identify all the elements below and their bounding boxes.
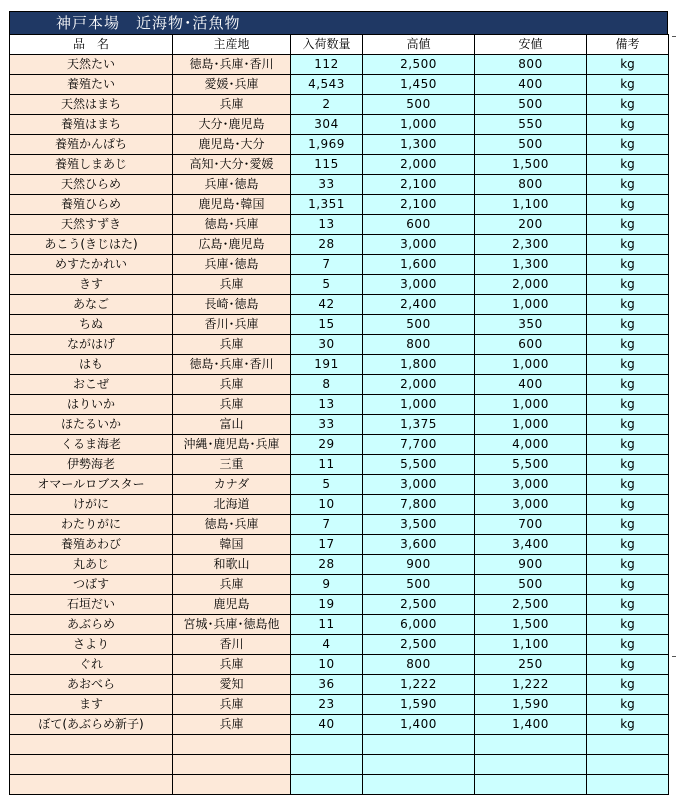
table-row [10, 535, 669, 555]
note-cell [587, 755, 669, 775]
table-row [10, 435, 669, 455]
low-price-cell: 700 [475, 515, 587, 535]
table-row [10, 635, 669, 655]
quantity-cell: 4 [291, 635, 363, 655]
table-row [10, 155, 669, 175]
low-price-cell: 1,500 [475, 615, 587, 635]
low-price-cell: 1,222 [475, 675, 587, 695]
item-name-cell: けがに [10, 495, 173, 515]
origin-cell: 兵庫 [173, 335, 291, 355]
table-row [10, 315, 669, 335]
sheet-title: 神戸本場 近海物･活魚物 [9, 11, 668, 34]
item-name-cell [10, 735, 173, 755]
high-price-cell: 2,500 [363, 595, 475, 615]
note-cell: kg [587, 695, 669, 715]
high-price-cell: 7,800 [363, 495, 475, 515]
note-cell: kg [587, 715, 669, 735]
note-cell: kg [587, 115, 669, 135]
low-price-cell: 3,000 [475, 495, 587, 515]
high-price-cell: 2,400 [363, 295, 475, 315]
low-price-cell: 1,000 [475, 415, 587, 435]
quantity-cell: 28 [291, 235, 363, 255]
table-row [10, 555, 669, 575]
origin-cell: 兵庫 [173, 715, 291, 735]
note-cell: kg [587, 535, 669, 555]
note-cell: kg [587, 575, 669, 595]
table-row [10, 275, 669, 295]
low-price-cell: 200 [475, 215, 587, 235]
quantity-cell: 4,543 [291, 75, 363, 95]
low-price-cell: 1,100 [475, 195, 587, 215]
note-cell: kg [587, 75, 669, 95]
low-price-cell: 1,590 [475, 695, 587, 715]
note-cell: kg [587, 175, 669, 195]
low-price-cell: 1,300 [475, 255, 587, 275]
table-row [10, 495, 669, 515]
high-price-cell [363, 755, 475, 775]
quantity-cell: 7 [291, 255, 363, 275]
header-origin: 主産地 [173, 35, 291, 55]
table-row [10, 135, 669, 155]
table-row [10, 215, 669, 235]
item-name-cell: オマールロブスター [10, 475, 173, 495]
note-cell: kg [587, 235, 669, 255]
low-price-cell: 550 [475, 115, 587, 135]
item-name-cell: ます [10, 695, 173, 715]
note-cell: kg [587, 655, 669, 675]
item-name-cell: 天然はまち [10, 95, 173, 115]
high-price-cell: 3,000 [363, 475, 475, 495]
header-high-price: 高値 [363, 35, 475, 55]
high-price-cell: 3,000 [363, 275, 475, 295]
item-name-cell: めすたかれい [10, 255, 173, 275]
origin-cell: 兵庫 [173, 575, 291, 595]
quantity-cell: 11 [291, 455, 363, 475]
note-cell: kg [587, 415, 669, 435]
low-price-cell: 5,500 [475, 455, 587, 475]
item-name-cell: 養殖たい [10, 75, 173, 95]
header-name: 品 名 [10, 35, 173, 55]
high-price-cell: 500 [363, 575, 475, 595]
quantity-cell: 23 [291, 695, 363, 715]
table-row [10, 575, 669, 595]
table-row [10, 335, 669, 355]
origin-cell: 徳島･兵庫 [173, 215, 291, 235]
high-price-cell: 1,600 [363, 255, 475, 275]
note-cell: kg [587, 255, 669, 275]
item-name-cell: 石垣だい [10, 595, 173, 615]
item-name-cell: くるま海老 [10, 435, 173, 455]
quantity-cell [291, 735, 363, 755]
item-name-cell: 養殖かんぱち [10, 135, 173, 155]
table-row [10, 475, 669, 495]
item-name-cell [10, 755, 173, 775]
item-name-cell: わたりがに [10, 515, 173, 535]
low-price-cell: 900 [475, 555, 587, 575]
note-cell [587, 775, 669, 795]
quantity-cell: 29 [291, 435, 363, 455]
quantity-cell: 19 [291, 595, 363, 615]
low-price-cell: 400 [475, 375, 587, 395]
origin-cell: 富山 [173, 415, 291, 435]
quantity-cell: 33 [291, 175, 363, 195]
item-name-cell: はりいか [10, 395, 173, 415]
quantity-cell: 10 [291, 655, 363, 675]
quantity-cell: 5 [291, 275, 363, 295]
item-name-cell: あおべら [10, 675, 173, 695]
origin-cell: 広島･鹿児島 [173, 235, 291, 255]
low-price-cell: 500 [475, 135, 587, 155]
note-cell: kg [587, 495, 669, 515]
high-price-cell: 500 [363, 315, 475, 335]
note-cell: kg [587, 315, 669, 335]
origin-cell: 香川･兵庫 [173, 315, 291, 335]
high-price-cell: 900 [363, 555, 475, 575]
table-row [10, 655, 669, 675]
high-price-cell: 1,800 [363, 355, 475, 375]
table-row [10, 615, 669, 635]
origin-cell: 鹿児島 [173, 595, 291, 615]
quantity-cell: 30 [291, 335, 363, 355]
low-price-cell: 350 [475, 315, 587, 335]
table-row [10, 55, 669, 75]
item-name-cell: 伊勢海老 [10, 455, 173, 475]
high-price-cell: 2,000 [363, 155, 475, 175]
note-cell: kg [587, 515, 669, 535]
item-name-cell: 天然ひらめ [10, 175, 173, 195]
high-price-cell: 6,000 [363, 615, 475, 635]
note-cell: kg [587, 55, 669, 75]
item-name-cell: 養殖しまあじ [10, 155, 173, 175]
origin-cell: 徳島･兵庫･香川 [173, 55, 291, 75]
item-name-cell: あなご [10, 295, 173, 315]
origin-cell: 宮城･兵庫･徳島他 [173, 615, 291, 635]
low-price-cell: 2,500 [475, 595, 587, 615]
table-row [10, 175, 669, 195]
note-cell: kg [587, 375, 669, 395]
origin-cell: 鹿児島･大分 [173, 135, 291, 155]
table-row [10, 375, 669, 395]
quantity-cell: 304 [291, 115, 363, 135]
origin-cell: 兵庫 [173, 375, 291, 395]
high-price-cell: 3,600 [363, 535, 475, 555]
high-price-cell: 800 [363, 335, 475, 355]
low-price-cell: 1,000 [475, 355, 587, 375]
table-row [10, 595, 669, 615]
high-price-cell: 2,100 [363, 175, 475, 195]
origin-cell: 和歌山 [173, 555, 291, 575]
item-name-cell: あぶらめ [10, 615, 173, 635]
origin-cell: 高知･大分･愛媛 [173, 155, 291, 175]
origin-cell: 鹿児島･韓国 [173, 195, 291, 215]
quantity-cell: 36 [291, 675, 363, 695]
table-row [10, 695, 669, 715]
low-price-cell [475, 735, 587, 755]
item-name-cell: 天然たい [10, 55, 173, 75]
high-price-cell [363, 735, 475, 755]
high-price-cell: 3,500 [363, 515, 475, 535]
table-row [10, 295, 669, 315]
market-price-sheet [9, 11, 668, 795]
quantity-cell: 42 [291, 295, 363, 315]
quantity-cell: 10 [291, 495, 363, 515]
price-table [9, 34, 669, 795]
high-price-cell: 1,300 [363, 135, 475, 155]
high-price-cell: 2,500 [363, 55, 475, 75]
table-row [10, 715, 669, 735]
item-name-cell: 天然すずき [10, 215, 173, 235]
quantity-cell: 191 [291, 355, 363, 375]
item-name-cell: ながはげ [10, 335, 173, 355]
margin-tick-bottom [672, 656, 676, 657]
high-price-cell: 2,500 [363, 635, 475, 655]
quantity-cell [291, 775, 363, 795]
item-name-cell: ぼて(あぶらめ新子) [10, 715, 173, 735]
high-price-cell: 5,500 [363, 455, 475, 475]
low-price-cell: 800 [475, 55, 587, 75]
high-price-cell: 1,400 [363, 715, 475, 735]
origin-cell: 韓国 [173, 535, 291, 555]
table-row [10, 775, 669, 795]
quantity-cell: 5 [291, 475, 363, 495]
origin-cell: 香川 [173, 635, 291, 655]
high-price-cell: 1,590 [363, 695, 475, 715]
item-name-cell: ぐれ [10, 655, 173, 675]
table-row [10, 75, 669, 95]
note-cell: kg [587, 215, 669, 235]
note-cell: kg [587, 435, 669, 455]
note-cell: kg [587, 295, 669, 315]
header-quantity: 入荷数量 [291, 35, 363, 55]
table-row [10, 755, 669, 775]
low-price-cell: 500 [475, 575, 587, 595]
quantity-cell: 7 [291, 515, 363, 535]
note-cell: kg [587, 395, 669, 415]
low-price-cell: 2,300 [475, 235, 587, 255]
header-row [10, 35, 669, 55]
table-row [10, 735, 669, 755]
low-price-cell: 250 [475, 655, 587, 675]
item-name-cell: さより [10, 635, 173, 655]
item-name-cell: きす [10, 275, 173, 295]
origin-cell: 三重 [173, 455, 291, 475]
origin-cell: 愛知 [173, 675, 291, 695]
origin-cell: 兵庫 [173, 95, 291, 115]
quantity-cell: 28 [291, 555, 363, 575]
note-cell: kg [587, 475, 669, 495]
note-cell: kg [587, 275, 669, 295]
table-row [10, 675, 669, 695]
origin-cell: 兵庫 [173, 275, 291, 295]
high-price-cell: 500 [363, 95, 475, 115]
quantity-cell: 17 [291, 535, 363, 555]
low-price-cell: 500 [475, 95, 587, 115]
high-price-cell: 3,000 [363, 235, 475, 255]
quantity-cell: 1,969 [291, 135, 363, 155]
note-cell: kg [587, 155, 669, 175]
high-price-cell: 7,700 [363, 435, 475, 455]
note-cell: kg [587, 135, 669, 155]
item-name-cell: 養殖はまち [10, 115, 173, 135]
origin-cell: 兵庫 [173, 395, 291, 415]
note-cell: kg [587, 595, 669, 615]
item-name-cell [10, 775, 173, 795]
quantity-cell: 11 [291, 615, 363, 635]
high-price-cell: 1,000 [363, 115, 475, 135]
origin-cell: 兵庫 [173, 655, 291, 675]
quantity-cell: 1,351 [291, 195, 363, 215]
quantity-cell: 112 [291, 55, 363, 75]
origin-cell [173, 755, 291, 775]
low-price-cell: 1,500 [475, 155, 587, 175]
low-price-cell [475, 755, 587, 775]
item-name-cell: 養殖ひらめ [10, 195, 173, 215]
table-row [10, 235, 669, 255]
low-price-cell: 3,400 [475, 535, 587, 555]
high-price-cell: 2,100 [363, 195, 475, 215]
origin-cell: 北海道 [173, 495, 291, 515]
high-price-cell: 2,000 [363, 375, 475, 395]
low-price-cell: 2,000 [475, 275, 587, 295]
table-row [10, 355, 669, 375]
table-row [10, 195, 669, 215]
origin-cell: 長崎･徳島 [173, 295, 291, 315]
origin-cell: カナダ [173, 475, 291, 495]
low-price-cell: 600 [475, 335, 587, 355]
low-price-cell [475, 775, 587, 795]
note-cell: kg [587, 195, 669, 215]
header-low-price: 安値 [475, 35, 587, 55]
origin-cell [173, 775, 291, 795]
high-price-cell: 1,375 [363, 415, 475, 435]
quantity-cell: 40 [291, 715, 363, 735]
high-price-cell: 800 [363, 655, 475, 675]
margin-tick-top [672, 36, 676, 37]
low-price-cell: 3,000 [475, 475, 587, 495]
table-row [10, 115, 669, 135]
low-price-cell: 1,400 [475, 715, 587, 735]
quantity-cell [291, 755, 363, 775]
high-price-cell: 1,450 [363, 75, 475, 95]
quantity-cell: 13 [291, 395, 363, 415]
high-price-cell [363, 775, 475, 795]
note-cell: kg [587, 635, 669, 655]
origin-cell: 愛媛･兵庫 [173, 75, 291, 95]
note-cell: kg [587, 615, 669, 635]
table-row [10, 95, 669, 115]
note-cell: kg [587, 95, 669, 115]
item-name-cell: ちぬ [10, 315, 173, 335]
note-cell: kg [587, 555, 669, 575]
low-price-cell: 1,000 [475, 295, 587, 315]
note-cell [587, 735, 669, 755]
origin-cell: 徳島･兵庫 [173, 515, 291, 535]
low-price-cell: 1,000 [475, 395, 587, 415]
origin-cell: 大分･鹿児島 [173, 115, 291, 135]
quantity-cell: 15 [291, 315, 363, 335]
note-cell: kg [587, 675, 669, 695]
note-cell: kg [587, 455, 669, 475]
quantity-cell: 115 [291, 155, 363, 175]
quantity-cell: 9 [291, 575, 363, 595]
item-name-cell: つばす [10, 575, 173, 595]
table-row [10, 415, 669, 435]
table-row [10, 455, 669, 475]
quantity-cell: 8 [291, 375, 363, 395]
high-price-cell: 600 [363, 215, 475, 235]
item-name-cell: 丸あじ [10, 555, 173, 575]
origin-cell: 沖縄･鹿児島･兵庫 [173, 435, 291, 455]
quantity-cell: 13 [291, 215, 363, 235]
quantity-cell: 2 [291, 95, 363, 115]
origin-cell: 兵庫 [173, 695, 291, 715]
low-price-cell: 400 [475, 75, 587, 95]
item-name-cell: はも [10, 355, 173, 375]
table-row [10, 255, 669, 275]
high-price-cell: 1,222 [363, 675, 475, 695]
low-price-cell: 4,000 [475, 435, 587, 455]
low-price-cell: 1,100 [475, 635, 587, 655]
origin-cell: 徳島･兵庫･香川 [173, 355, 291, 375]
item-name-cell: あこう(きじはた) [10, 235, 173, 255]
quantity-cell: 33 [291, 415, 363, 435]
origin-cell: 兵庫･徳島 [173, 175, 291, 195]
header-note: 備考 [587, 35, 669, 55]
item-name-cell: 養殖あわび [10, 535, 173, 555]
item-name-cell: ほたるいか [10, 415, 173, 435]
origin-cell [173, 735, 291, 755]
note-cell: kg [587, 335, 669, 355]
origin-cell: 兵庫･徳島 [173, 255, 291, 275]
table-row [10, 515, 669, 535]
item-name-cell: おこぜ [10, 375, 173, 395]
low-price-cell: 800 [475, 175, 587, 195]
table-row [10, 395, 669, 415]
note-cell: kg [587, 355, 669, 375]
high-price-cell: 1,000 [363, 395, 475, 415]
